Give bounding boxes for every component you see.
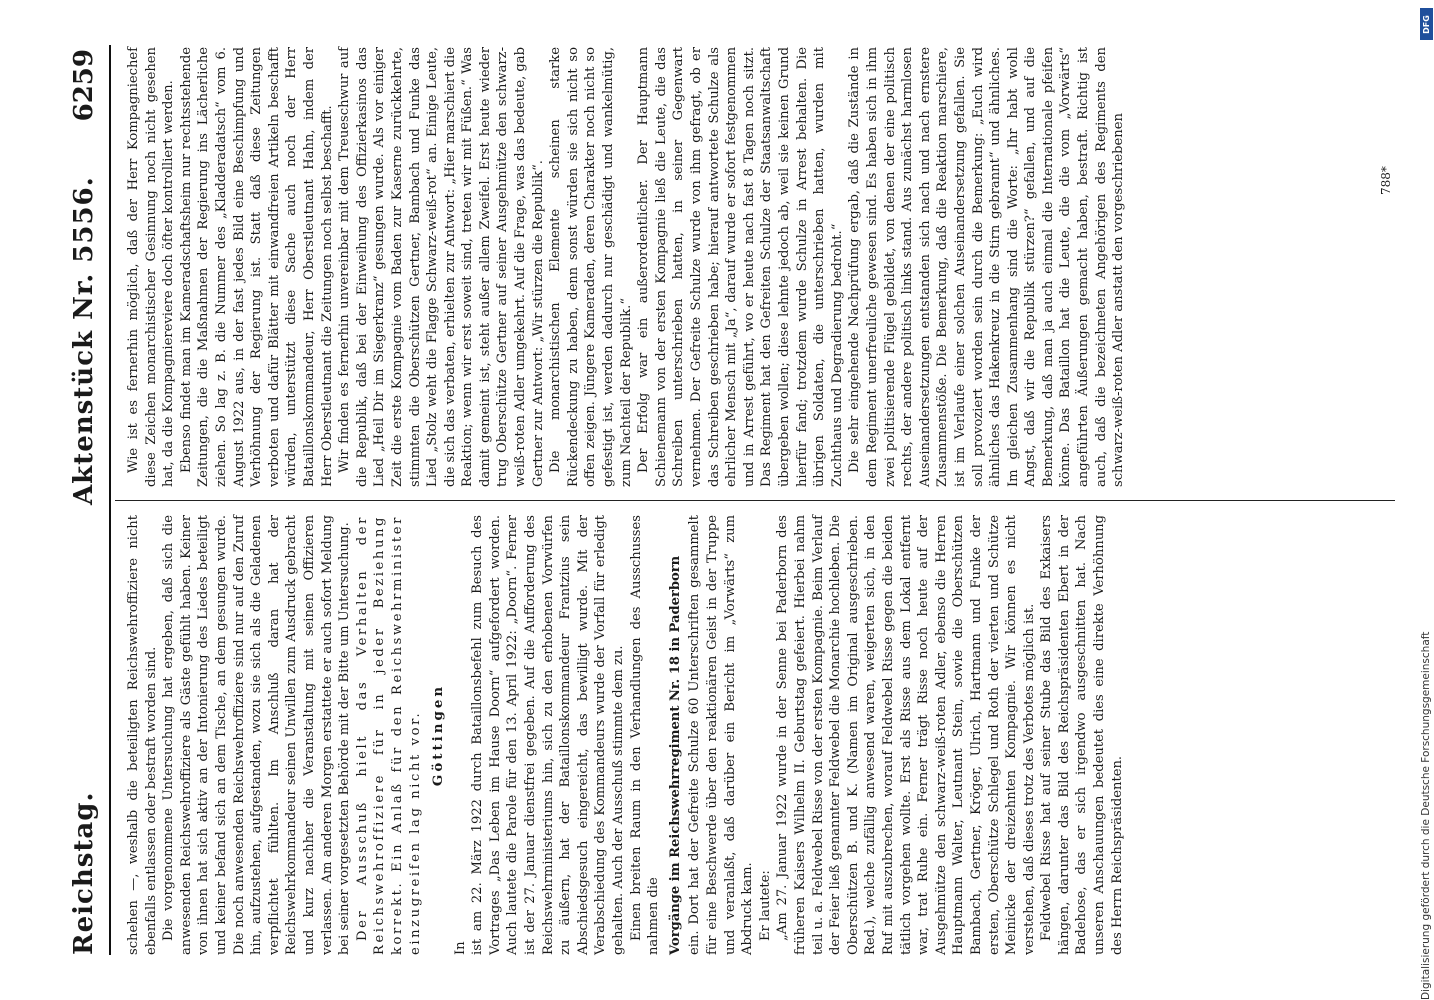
paragraph: Die vorgenommene Untersuchung hat ergeben, daß sich die anwesenden Reichswehroffiziere als Gäste gefühlt haben. Keiner von ihnen hat sich aktiv an der Intonierung des Liedes beteiligt und keiner befand sich an dem Tische, an dem gesungen wurde. Die noch anwesenden Reichswehroffiziere sind nur auf den Zuruf hin, aufzustehen, aufgestanden, wozu sie sich als die Geladenen verpflichtet fühlten. Im Anschluß daran hat der Reichswehrkommandeur seinen Unwillen zum Ausdruck gebracht und kurz nachher die Veranstaltung mit seinen Offizieren verlassen. Am anderen Morgen erstattete er auch sofort Meldung bei seiner vorgesetzten Behörde mit der Bitte um Untersuchung. <box>161 515 353 955</box>
paragraph: ein. Dort hat der Gefreite Schulze 60 Unterschriften gesammelt für eine Beschwerde über den reaktionären Geist in der Truppe und veranlaßt, daß darüber ein Bericht im „Vorwärts“ zum Abdruck kam. <box>687 515 756 955</box>
column-divider <box>115 500 1395 501</box>
digitization-credit-text: Digitalisierung gefördert durch die Deutsche Forschungsgemeinschaft <box>1420 631 1432 1000</box>
paragraph: Die monarchistischen Elemente scheinen starke Rückendeckung zu haben, denn sonst würden sie sich nicht so offen zeigen. Jüngere Kameraden, deren Charakter noch nicht so gefestigt ist, werden dadurch nur geschädigt und wankelmütig, zum Nachteil der Republik.“ <box>548 47 634 487</box>
dfg-logo: DFG <box>1420 8 1433 40</box>
paragraph: ist am 22. März 1922 durch Bataillonsbefehl zum Besuch des Vortrages „Das Leben im Hause Doorn“ aufgefordert worden. Auch lautete die Parole für den 13. April 1922: „Doorn“. Ferner ist der 27. Januar dienstfrei gegeben. Auf die Aufforderung des Reichswehrministeriums hin, sich zu den erhobenen Vorwürfen zu äußern, hat der Bataillonskommandeur Frantzius sein Abschiedsgesuch eingereicht, das bewilligt wurde. Mit der Verabschiedung des Kommandeurs wurde der Vorfall für erledigt gehalten. Auch der Ausschuß stimmte dem zu. <box>470 515 627 955</box>
page-header <box>67 45 111 955</box>
paragraph: Er lautete: <box>757 870 773 941</box>
right-column <box>125 47 1128 487</box>
paragraph: Wie ist es fernerhin möglich, daß der Herr Kompagniechef diese Zeichen monarchistischer Gesinnung noch nicht gesehen hat, da die Kompagniereviere doch öfter kontrolliert werden. <box>126 47 177 487</box>
left-column <box>125 515 1126 955</box>
paragraph: Feldwebel Risse hat auf seiner Stube das Bild des Exkaisers hängen, darunter das Bild des Reichspräsidenten Ebert in der Badehose, das er sich irgendwo ausgeschnitten hat. Nach unseren Anschauungen bedeutet dies eine direkte Verhöhnung des Herrn Reichspräsidenten. <box>1039 515 1125 955</box>
paragraph: Ebenso findet man im Kameradschaftsheim nur rechtsstehende Zeitungen, die die Maßnahmen der Regierung ins Lächerliche ziehen. So lag z. B. die Nummer des „Kladderadatsch“ vom 6. August 1922 aus, in der fast jedes Bild eine Beschimpfung und Verhöhnung der Regierung ist. Statt daß diese Zeitungen verboten und dafür Blätter mit einwandfreien Artikeln beschafft würden, unterstützt diese Sache auch noch der Herr Bataillonskommandeur, Herr Oberstleutnant Hahn, indem der Herr Oberstleutnant die Zeitungen noch selbst beschafft. <box>178 47 335 487</box>
header-document-number: Aktenstück Nr. 5556. <box>69 176 99 505</box>
footer-sheet-number: 788* <box>1379 166 1393 195</box>
section-heading-goettingen: Göttingen <box>430 683 447 787</box>
section-heading-paderborn: Vorgänge im Reichswehrregiment Nr. 18 in Paderborn <box>667 555 683 955</box>
paragraph: „Am 27. Januar 1922 wurde in der Senne bei Paderborn des früheren Kaisers Wilhelm II. Geburtstag gefeiert. Hierbei nahm teil u. a. Feldwebel Risse von der ersten Kompagnie. Beim Verlauf der Feier ließ genannter Feldwebel die Monarchie hochleben. Die Oberschützen B. und K. (Namen im Original ausgeschrieben. Red.), welche zufällig anwesend waren, weigerten sich, in den Ruf mit auszubrechen, worauf Feldwebel Risse gegen die beiden tätlich vorgehen wollte. Erst als Risse aus dem Lokal entfernt war, trat Ruhe ein. Ferner trägt Risse noch heute auf der Ausgehmütze den schwarz-weiß-roten Adler, ebenso die Herren Hauptmann Walter, Leutnant Stein, sowie die Oberschützen Bambach, Gertner, Kröger, Ulrich, Hartmann und Funke der ersten, Oberschütze Schlegel und Roth der vierten und Schütze Meinicke der dreizehnten Kompagnie. Wir können es nicht verstehen, daß dieses trotz des Verbotes möglich ist. <box>775 515 1037 955</box>
digitization-credit <box>1414 560 1434 1000</box>
header-page-number: 6259 <box>69 49 99 122</box>
paragraph-lead: In <box>452 941 468 955</box>
document-page <box>67 45 1397 955</box>
paragraph: Die sehr eingehende Nachprüfung ergab, daß die Zustände in dem Regiment unerfreuliche gewesen sind. Es haben sich in ihm zwei politisierende Flügel gebildet, von denen der eine politisch rechts, der andere politisch links stand. Aus zunächst harmlosen Auseinandersetzungen entstanden sich nach und nach ernstere Zusammenstöße. Die Bemerkung, daß die Reaktion marschiere, ist im Verlaufe einer solchen Auseinandersetzung gefallen. Sie soll provoziert worden sein durch die Bemerkung: „Euch wird ähnliches das Hakenkreuz in die Stirn gebrannt“ und ähnliches. Im gleichen Zusammenhang sind die Worte: „Ihr habt wohl Angst, daß wir die Republik stürzen?“ gefallen, und auf die Bemerkung, daß man ja auch einmal die Internationale pfeifen könne. Das Bataillon hat die Leute, die die vom „Vorwärts“ angeführten Äußerungen gemacht haben, bestraft. Richtig ist auch, daß die bezeichneten Angehörigen des Regiments den schwarz-weiß-roten Adler anstatt den vorgeschriebenen <box>847 47 1127 487</box>
paragraph: Wir finden es fernerhin unvereinbar mit dem Treueschwur auf die Republik, daß bei der Einweihung des Offizierkasinos das Lied „Heil Dir im Siegerkranz“ gesungen wurde. Als vor einiger Zeit die erste Kompagnie vom Baden zur Kaserne zurückkehrte, stimmten die Oberschützen Gertner, Bambach und Funke das Lied „Stolz weht die Flagge Schwarz-weiß-rot“ an. Einige Leute, die sich das verbaten, erhielten zur Antwort: „Hier marschiert die Reaktion; wenn wir erst soweit sind, treten wir mit Füßen.“ Was damit gemeint ist, steht außer allem Zweifel. Erst heute wieder trug Oberschütze Gertner auf seiner Ausgehmütze den schwarz-weiß-roten Adler umgekehrt. Auf die Frage, was das bedeute, gab Gertner zur Antwort: „Wir stürzen die Republik“. <box>337 47 546 487</box>
header-title: Reichstag. <box>69 791 99 955</box>
paragraph: Der Erfolg war ein außerordentlicher. Der Hauptmann Schienemann von der ersten Kompagnie ließ die Leute, die das Schreiben unterschrieben hatten, in seiner Gegenwart vernehmen. Der Gefreite Schulze wurde von ihm gefragt, ob er das Schreiben geschrieben habe; hierauf antwortete Schulze als ehrlicher Mensch mit „Ja“, darauf wurde er sofort festgenommen und in Arrest geführt, wo er heute nach fast 8 Tagen noch sitzt. Das Regiment hat den Gefreiten Schulze der Staatsanwaltschaft übergeben wollen; diese lehnte jedoch ab, weil sie keinen Grund hierfür fand; trotzdem wurde Schulze in Arrest behalten. Die übrigen Soldaten, die unterschrieben hatten, wurden mit Zuchthaus und Degradierung bedroht.“ <box>636 47 845 487</box>
paragraph: schehen —, weshalb die beteiligten Reichswehroffiziere nicht ebenfalls entlassen oder bestraft worden sind. <box>126 515 159 955</box>
paragraph: Einen breiten Raum in den Verhandlungen des Ausschusses nahmen die <box>628 515 662 955</box>
paragraph: Der Ausschuß hielt das Verhalten der Reichswehroffiziere für in jeder Beziehung korrekt. Ein Anlaß für den Reichswehrminister einzugreifen lag nicht vor. <box>354 515 423 955</box>
